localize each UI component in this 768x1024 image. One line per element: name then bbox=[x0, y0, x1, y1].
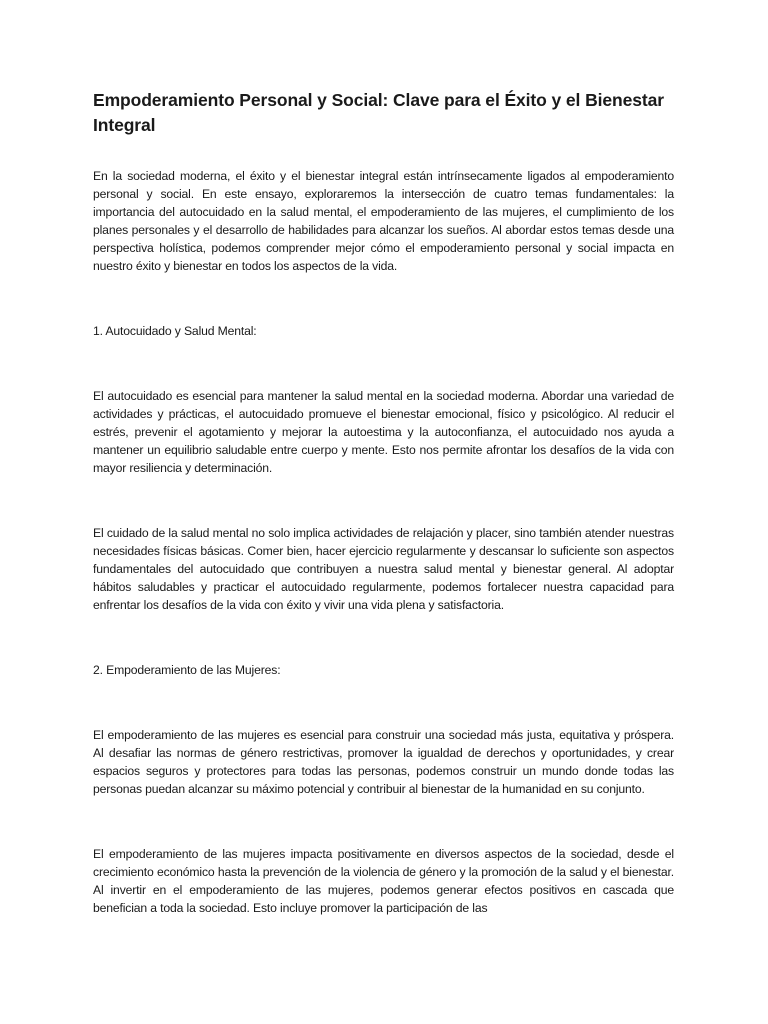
spacer bbox=[93, 340, 674, 387]
spacer bbox=[93, 679, 674, 726]
section-2-paragraph-2: El empoderamiento de las mujeres impacta positivamente en diversos aspectos de la sociedad, desde el crecimiento económico hasta la prevención de la violencia de género y la promoción de la salud y el bienestar. Al invertir en el empoderamiento de las mujeres, podemos generar efectos positivos en cascada que benefician a toda la sociedad. Esto incluye promover la participación de las bbox=[93, 847, 674, 915]
section-1-paragraph-2: El cuidado de la salud mental no solo implica actividades de relajación y placer, sino también atender nuestras necesidades físicas básicas. Comer bien, hacer ejercicio regularmente y descansar lo suficiente son aspectos fundamentales del autocuidado que contribuyen a nuestra salud mental y bienestar general. Al adoptar hábitos saludables y practicar el autocuidado regularmente, podemos fortalecer nuestra capacidad para enfrentar los desafíos de la vida con éxito y vivir una vida plena y satisfactoria. bbox=[93, 526, 674, 612]
spacer bbox=[93, 798, 674, 845]
section-heading-autocuidado: 1. Autocuidado y Salud Mental: bbox=[93, 324, 257, 338]
section-2-paragraph-1: El empoderamiento de las mujeres es esencial para construir una sociedad más justa, equitativa y próspera. Al desafiar las normas de género restrictivas, promover la igualdad de derechos y oportunidades, y crear espacios seguros y protectores para todas las personas, podemos construir un mundo donde todas las personas puedan alcanzar su máximo potencial y contribuir al bienestar de la humanidad en su conjunto. bbox=[93, 728, 674, 796]
section-1-paragraph-1: El autocuidado es esencial para mantener la salud mental en la sociedad moderna. Abordar una variedad de actividades y prácticas, el autocuidado promueve el bienestar emocional, físico y psicológico. Al reducir el estrés, prevenir el agotamiento y mejorar la autoestima y la autoconfianza, el autocuidado nos ayuda a mantener un equilibrio saludable entre cuerpo y mente. Esto nos permite afrontar los desafíos de la vida con mayor resiliencia y determinación. bbox=[93, 389, 674, 475]
spacer bbox=[93, 614, 674, 661]
spacer bbox=[93, 477, 674, 524]
intro-paragraph: En la sociedad moderna, el éxito y el bienestar integral están intrínsecamente ligados al empoderamiento personal y social. En este ensayo, exploraremos la intersección de cuatro temas fundamentales: la importancia del autocuidado en la salud mental, el empoderamiento de las mujeres, el cumplimiento de los planes personales y el desarrollo de habilidades para alcanzar los sueños. Al abordar estos temas desde una perspectiva holística, podemos comprender mejor cómo el empoderamiento personal y social impacta en nuestro éxito y bienestar en todos los aspectos de la vida. bbox=[93, 169, 674, 273]
spacer bbox=[93, 275, 674, 322]
section-heading-mujeres: 2. Empoderamiento de las Mujeres: bbox=[93, 663, 281, 677]
document-title: Empoderamiento Personal y Social: Clave para el Éxito y el Bienestar Integral bbox=[93, 90, 664, 135]
